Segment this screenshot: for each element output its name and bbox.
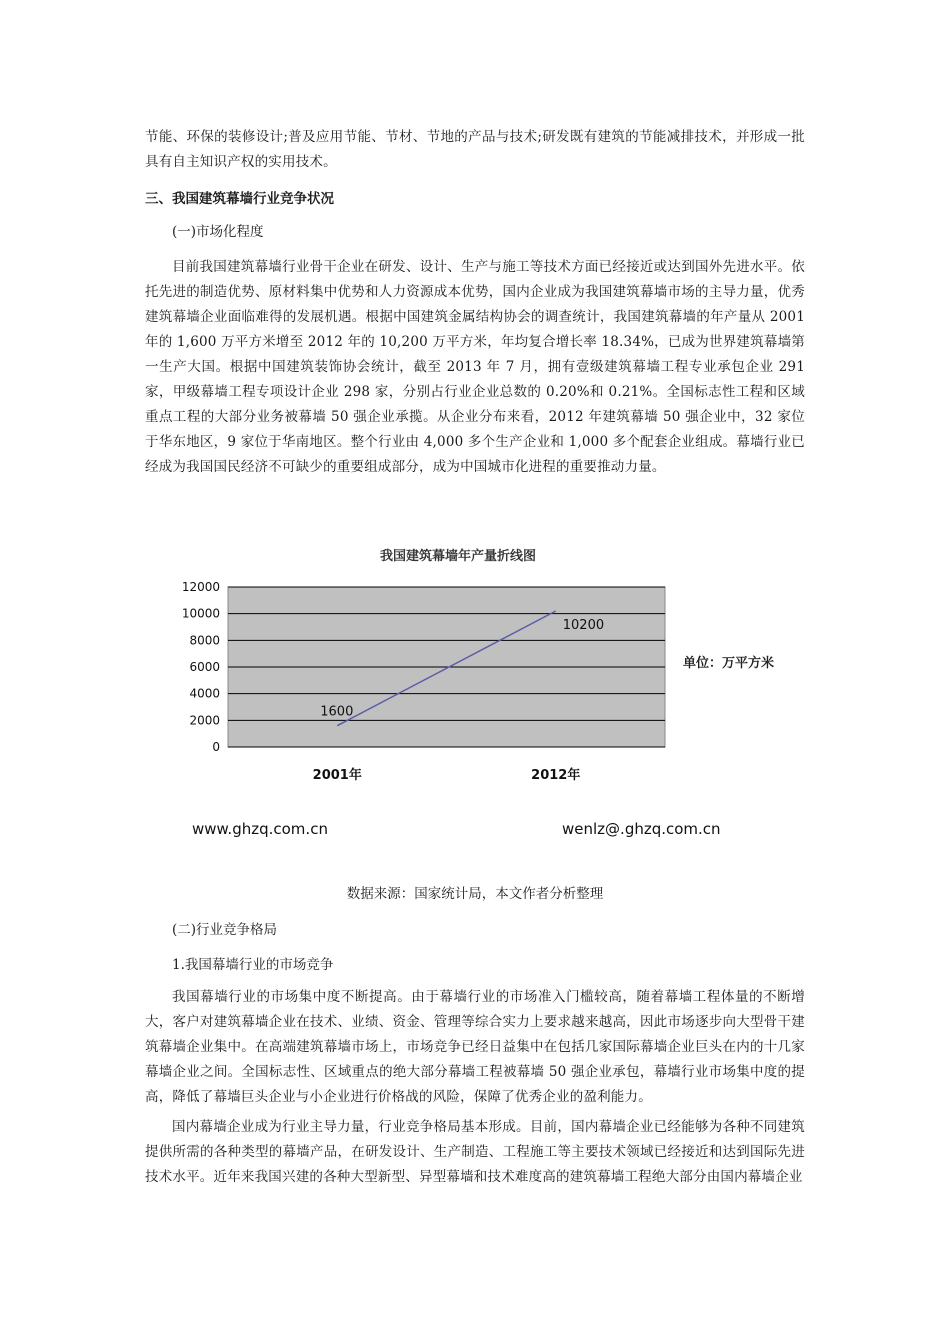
line-chart (170, 530, 790, 850)
data-label: 10200 (562, 618, 605, 633)
subheading-competition-pattern: (二)行业竞争格局 (172, 922, 278, 938)
y-tick-label: 6000 (189, 660, 220, 674)
y-tick-label: 12000 (181, 580, 220, 594)
y-tick-label: 0 (212, 740, 220, 754)
paragraph-concentration: 我国幕墙行业的市场集中度不断提高。由于幕墙行业的市场准入门槛较高，随着幕墙工程体量的不断增大，客户对建筑幕墙企业在技术、业绩、资金、管理等综合实力上要求越来越高，因此市场逐步向大型骨干建筑幕墙企业集中。在高端建筑幕墙市场上，市场竞争已经日益集中在包括几家国际幕墙企业巨头在内的十几家幕墙企业之间。全国标志性、区域重点的绝大部分幕墙工程被幕墙 50 强企业承包，幕墙行业市场集中度的提高，降低了幕墙巨头企业与小企业进行价格战的风险，保障了优秀企业的盈利能力。 (145, 989, 805, 1105)
x-tick-label: 2001年 (312, 768, 362, 783)
paragraph-marketization: 目前我国建筑幕墙行业骨干企业在研发、设计、生产与施工等技术方面已经接近或达到国外先进水平。依托先进的制造优势、原材料集中优势和人力资源成本优势，国内企业成为我国建筑幕墙市场的主导力量，优秀建筑幕墙企业面临难得的发展机遇。根据中国建筑金属结构协会的调查统计，我国建筑幕墙的年产量从 2001 年的 1,600 万平方米增至 2012 年的 10,200 万平方米，年均复合增长率 18.34%，已成为世界建筑幕墙第一生产大国。根据中国建筑装饰协会统计，截至 2013 年 7 月，拥有壹级建筑幕墙工程专业承包企业 291 家，甲级幕墙工程专项设计企业 298 家，分别占行业企业总数的 0.20%和 0.21%。全国标志性工程和区域重点工程的大部分业务被幕墙 50 强企业承揽。从企业分布来看，2012 年建筑幕墙 50 强企业中，32 家位于华东地区，9 家位于华南地区。整个行业由 4,000 多个生产企业和 1,000 多个配套企业组成。幕墙行业已经成为我国国民经济不可缺少的重要组成部分，成为中国城市化进程的重要推动力量。 (145, 259, 805, 475)
y-tick-label: 8000 (189, 633, 220, 648)
y-tick-label: 2000 (189, 713, 220, 728)
subheading-market-competition: 1.我国幕墙行业的市场竞争 (172, 957, 334, 973)
data-label: 1600 (320, 704, 354, 720)
section-heading-competition: 三、我国建筑幕墙行业竞争状况 (145, 191, 334, 207)
subheading-marketization: (一)市场化程度 (172, 224, 264, 240)
y-tick-label: 10000 (181, 606, 220, 621)
chart-title: 我国建筑幕墙年产量折线图 (379, 549, 537, 564)
paragraph-energy-saving: 节能、环保的装修设计;普及应用节能、节材、节地的产品与技术;研发既有建筑的节能减排技术，并形成一批具有自主知识产权的实用技术。 (145, 129, 805, 170)
y-tick-label: 4000 (189, 686, 220, 701)
paragraph-domestic-leaders: 国内幕墙企业成为行业主导力量，行业竞争格局基本形成。目前，国内幕墙企业已经能够为各种不同建筑提供所需的各种类型的幕墙产品，在研发设计、生产制造、工程施工等主要技术领域已经接近和达到国际先进技术水平。近年来我国兴建的各种大型新型、异型幕墙和技术难度高的建筑幕墙工程绝大部分由国内幕墙企业 (145, 1119, 805, 1185)
unit-note: 单位：万平方米 (683, 656, 775, 671)
x-tick-label: 2012年 (531, 768, 581, 783)
chart-caption: 数据来源：国家统计局，本文作者分析整理 (346, 886, 604, 902)
website-link[interactable]: www.ghzq.com.cn (192, 820, 328, 838)
chart-svg (170, 530, 790, 850)
email-link[interactable]: wenlz@.ghzq.com.cn (562, 820, 721, 838)
